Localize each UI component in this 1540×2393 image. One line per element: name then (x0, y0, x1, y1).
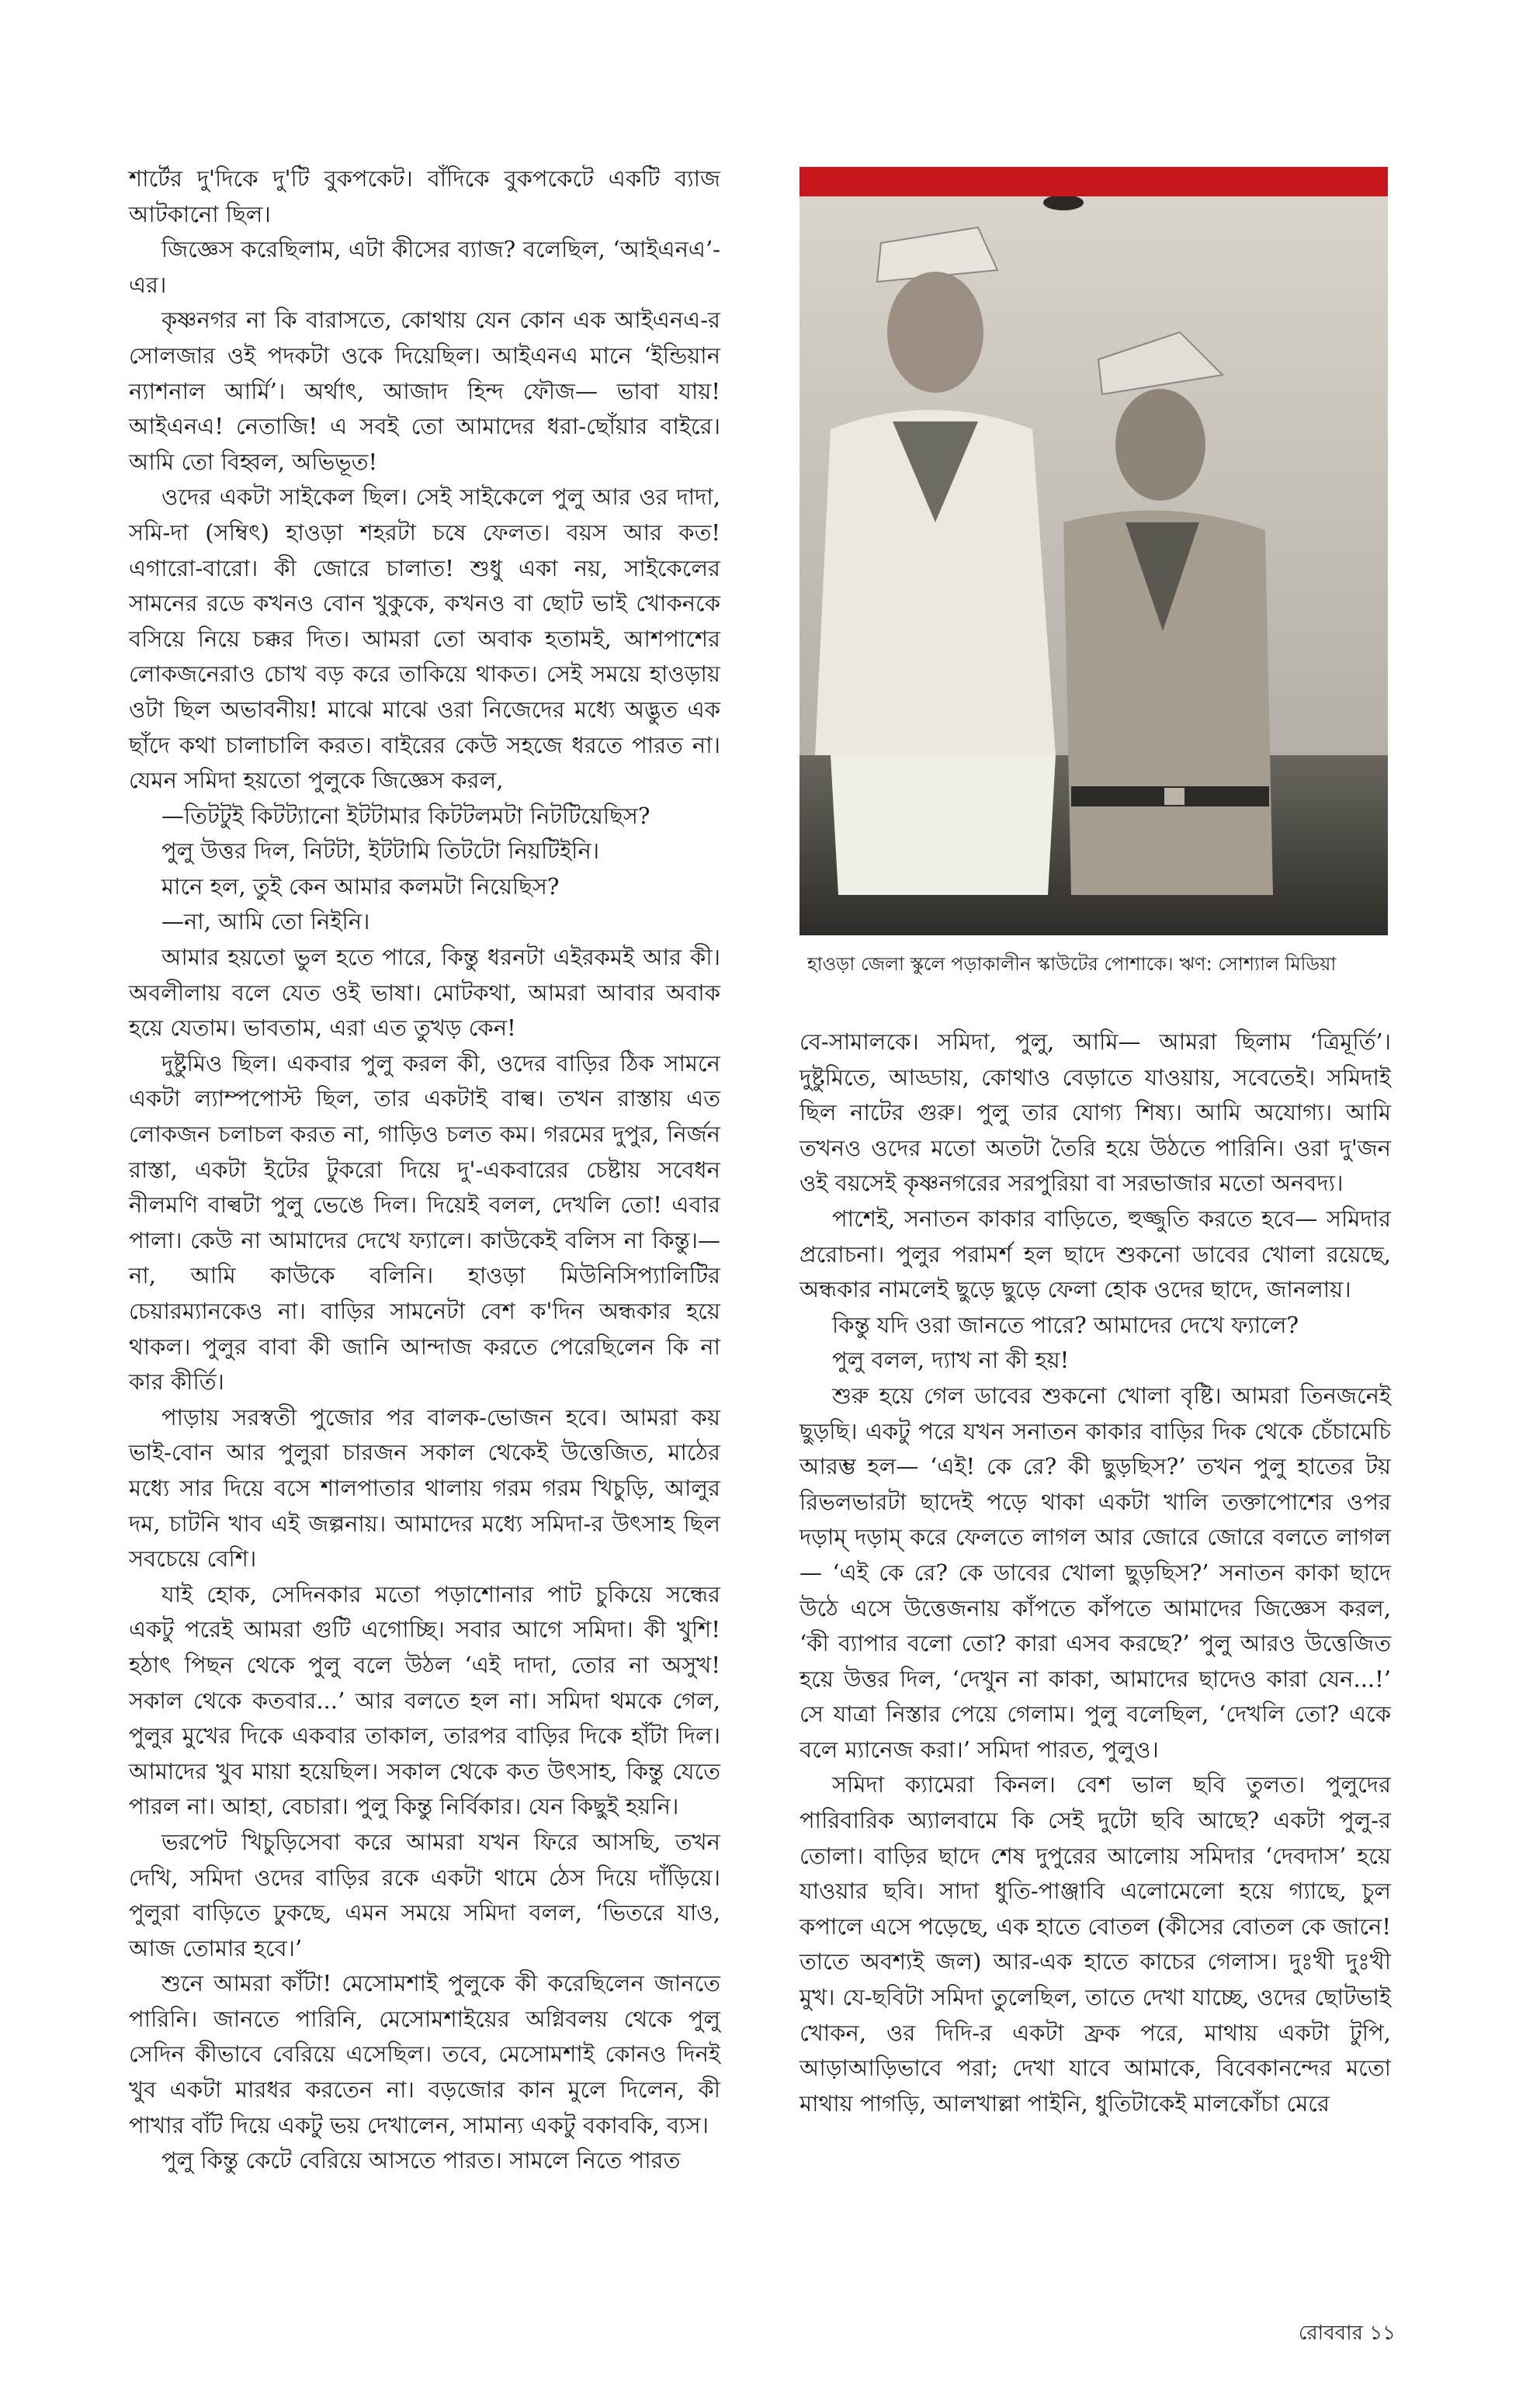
paragraph: —তিটটুই কিটট্যানো ইটটামার কিটটলমটা নিটটিয়েছিস? (161, 802, 650, 829)
paragraph: পুলু বলল, দ্যাখ না কী হয়! (832, 1347, 1070, 1374)
paragraph: পুলু উত্তর দিল, নিটটা, ইটটামি তিটটো নিয়টিইনি। (161, 838, 600, 865)
paragraph: কৃষ্ণনগর না কি বারাসতে, কোথায় যেন কোন এক আইএনএ-র সোলজার ওই পদকটা ওকে দিয়েছিল। আইএনএ মানে ‘ইন্ডিয়ান ন্যাশনাল আর্মি’। অর্থাৎ, আজাদ হিন্দ ফৌজ— ভাবা যায়! আইএনএ! নেতাজি! এ সবই তো আমাদের ধরা-ছোঁয়ার বাইরে। আমি তো বিহ্বল, অভিভূত! (129, 307, 720, 475)
paragraph: শার্টের দু'দিকে দু'টি বুকপকেট। বাঁদিকে বুকপকেটে একটি ব্যাজ আটকানো ছিল। (129, 165, 720, 227)
paragraph: —না, আমি তো নিইনি। (161, 908, 370, 935)
page-folio: রোববার ১১ (1298, 2322, 1396, 2345)
paragraph: যাই হোক, সেদিনকার মতো পড়াশোনার পাট চুকিয়ে সন্ধের একটু পরেই আমরা গুটি এগোচ্ছি। সবার আগে সমিদা। কী খুশি! হঠাৎ পিছন থেকে পুলু বলে উঠল ‘এই দাদা, তোর না অসুখ! সকাল থেকে কতবার...’ আর বলতে হল না। সমিদা থমকে গেল, পুলুর মুখের দিকে একবার তাকাল, তারপর বাড়ির দিকে হাঁটা দিল। আমাদের খুব মায়া হয়েছিল। সকাল থেকে কত উৎসাহ, কিন্তু যেতে পারল না। আহা, বেচারা। পুলু কিন্তু নির্বিকার। যেন কিছুই হয়নি। (129, 1580, 720, 1820)
paragraph: পুলু কিন্তু কেটে বেরিয়ে আসতে পারত। সামলে নিতে পারত (161, 2147, 681, 2174)
paragraph: পাশেই, সনাতন কাকার বাড়িতে, হুজ্জুতি করতে হবে— সমিদার প্ররোচনা। পুলুর পরামর্শ হল ছাদে শুকনো ডাবের খোলা রয়েছে, অন্ধকার নামলেই ছুড়ে ছুড়ে ফেলা হোক ওদের ছাদে, জানলায়। (799, 1205, 1391, 1303)
scout-photo (799, 196, 1388, 935)
paragraph: কিন্তু যদি ওরা জানতে পারে? আমাদের দেখে ফ্যালে? (832, 1311, 1299, 1338)
paragraph: সমিদা ক্যামেরা কিনল। বেশ ভাল ছবি তুলত। পুলুদের পারিবারিক অ্যালবামে কি সেই দুটো ছবি আছে? একটা পুলু-র তোলা। বাড়ির ছাদে শেষ দুপুরের আলোয় সমিদার ‘দেবদাস’ হয়ে যাওয়ার ছবি। সাদা ধুতি-পাঞ্জাবি এলোমেলো হয়ে গ্যাছে, চুল কপালে এসে পড়েছে, এক হাতে বোতল (কীসের বোতল কে জানে! তাতে অবশ্যই জল) আর-এক হাতে কাচের গেলাস। দুঃখী দুঃখী মুখ। যে-ছবিটা সমিদা তুলেছিল, তাতে দেখা যাচ্ছে, ওদের ছোটভাই খোকন, ওর দিদি-র একটা ফ্রক পরে, মাথায় একটা টুপি, আড়াআড়িভাবে পরা; দেখা যাবে আমাকে, বিবেকানন্দের মতো মাথায় পাগড়ি, আলখাল্লা পাইনি, ধুতিটাকেই মালকোঁচা মেরে (799, 1771, 1391, 2117)
paragraph: ওদের একটা সাইকেল ছিল। সেই সাইকেলে পুলু আর ওর দাদা, সমি-দা (সম্বিৎ) হাওড়া শহরটা চষে ফেলত। বয়স আর কত! এগারো-বারো। কী জোরে চালাত! শুধু একা নয়, সাইকেলের সামনের রডে কখনও বোন খুকুকে, কখনও বা ছোট ভাই খোকনকে বসিয়ে নিয়ে চক্কর দিত। আমরা তো অবাক হতামই, আশপাশের লোকজনেরাও চোখ বড় করে তাকিয়ে থাকত। সেই সময়ে হাওড়ায় ওটা ছিল অভাবনীয়! মাঝে মাঝে ওরা নিজেদের মধ্যে অদ্ভুত এক ছাঁদে কথা চালাচালি করত। বাইরের কেউ সহজে ধরতে পারত না। যেমন সমিদা হয়তো পুলুকে জিজ্ঞেস করল, (129, 484, 720, 794)
left-text-column (129, 161, 720, 2179)
paragraph: পাড়ায় সরস্বতী পুজোর পর বালক-ভোজন হবে। আমরা কয় ভাই-বোন আর পুলুরা চারজন সকাল থেকেই উত্তেজিত, মাঠের মধ্যে সার দিয়ে বসে শালপাতার থালায় গরম গরম খিচুড়ি, আলুর দম, চাটনি খাব এই জল্পনায়। আমাদের মধ্যে সমিদা-র উৎসাহ ছিল সবচেয়ে বেশি। (129, 1403, 720, 1573)
paragraph: আমার হয়তো ভুল হতে পারে, কিন্তু ধরনটা এইরকমই আর কী। অবলীলায় বলে যেত ওই ভাষা। মোটকথা, আমরা আবার অবাক হয়ে যেতাম। ভাবতাম, এরা এত তুখড় কেন! (129, 944, 720, 1042)
photo-caption: হাওড়া জেলা স্কুলে পড়াকালীন স্কাউটের পোশাকে। ঋণ: সোশ্যাল মিডিয়া (807, 953, 1337, 975)
paragraph: বে-সামালকে। সমিদা, পুলু, আমি— আমরা ছিলাম ‘ত্রিমূর্তি’। দুষ্টুমিতে, আড্ডায়, কোথাও বেড়াতে যাওয়ায়, সবেতেই। সমিদাই ছিল নাটের গুরু। পুলু তার যোগ্য শিষ্য। আমি অযোগ্য। আমি তখনও ওদের মতো অতটা তৈরি হয়ে উঠতে পারিনি। ওরা দু'জন ওই বয়সেই কৃষ্ণনগরের সরপুরিয়া বা সরভাজার মতো অনবদ্য। (799, 1028, 1391, 1197)
paragraph: মানে হল, তুই কেন আমার কলমটা নিয়েছিস? (161, 872, 560, 900)
paragraph: জিজ্ঞেস করেছিলাম, এটা কীসের ব্যাজ? বলেছিল, ‘আইএনএ’-এর। (129, 236, 720, 298)
paragraph: শুরু হয়ে গেল ডাবের শুকনো খোলা বৃষ্টি। আমরা তিনজনেই ছুড়ছি। একটু পরে যখন সনাতন কাকার বাড়ির দিক থেকে চেঁচামেচি আরম্ভ হল— ‘এই! কে রে? কী ছুড়ছিস?’ তখন পুলু হাতের টয় রিভলভারটা ছাদেই পড়ে থাকা একটা খালি তক্তাপোশের ওপর দড়াম্ দড়াম্ করে ফেলতে লাগল আর জোরে জোরে বলতে লাগল— ‘এই কে রে? কে ডাবের খোলা ছুড়ছিস?’ সনাতন কাকা ছাদে উঠে এসে উত্তেজনায় কাঁপতে কাঁপতে আমাদের জিজ্ঞেস করল, ‘কী ব্যাপার বলো তো? কারা এসব করছে?’ পুলু আরও উত্তেজিত হয়ে উত্তর দিল, ‘দেখুন না কাকা, আমাদের ছাদেও কারা যেন...!’ সে যাত্রা নিস্তার পেয়ে গেলাম। পুলু বলেছিল, ‘দেখলি তো? একে বলে ম্যানেজ করা।’ সমিদা পারত, পুলুও। (799, 1382, 1391, 1763)
right-text-column (799, 1025, 1391, 2121)
paragraph: দুষ্টুমিও ছিল। একবার পুলু করল কী, ওদের বাড়ির ঠিক সামনে একটা ল্যাম্পপোস্ট ছিল, তার একটাই বাল্ব। তখন রাস্তায় এত লোকজন চলাচল করত না, গাড়িও চলত কম। গরমের দুপুর, নির্জন রাস্তা, একটা ইটের টুকরো দিয়ে দু'-একবারের চেষ্টায় সবেধন নীলমণি বাল্বটা পুলু ভেঙে দিল। দিয়েই বলল, দেখলি তো! এবার পালা। কেউ না আমাদের দেখে ফ্যালে। কাউকেই বলিস না কিন্তু।— না, আমি কাউকে বলিনি। হাওড়া মিউনিসিপ্যালিটির চেয়ারম্যানকেও না। বাড়ির সামনেটা বেশ ক'দিন অন্ধকার হয়ে থাকল। পুলুর বাবা কী জানি আন্দাজ করতে পেরেছিলেন কি না কার কীর্তি। (129, 1049, 720, 1396)
accent-bar (799, 167, 1388, 196)
paragraph: ভরপেট খিচুড়িসেবা করে আমরা যখন ফিরে আসছি, তখন দেখি, সমিদা ওদের বাড়ির রকে একটা থামে ঠেস দিয়ে দাঁড়িয়ে। পুলুরা বাড়িতে ঢুকছে, এমন সময়ে সমিদা বলল, ‘ভিতরে যাও, আজ তোমার হবে।’ (129, 1828, 720, 1961)
photo-illustration (799, 196, 1388, 935)
paragraph: শুনে আমরা কাঁটা! মেসোমশাই পুলুকে কী করেছিলেন জানতে পারিনি। জানতে পারিনি, মেসোমশাইয়ের অগ্নিবলয় থেকে পুলু সেদিন কীভাবে বেরিয়ে এসেছিল। তবে, মেসোমশাই কোনও দিনই খুব একটা মারধর করতেন না। বড়জোর কান মুলে দিলেন, কী পাখার বাঁট দিয়ে একটু ভয় দেখালেন, সামান্য একটু বকাবকি, ব্যস। (129, 1970, 720, 2138)
